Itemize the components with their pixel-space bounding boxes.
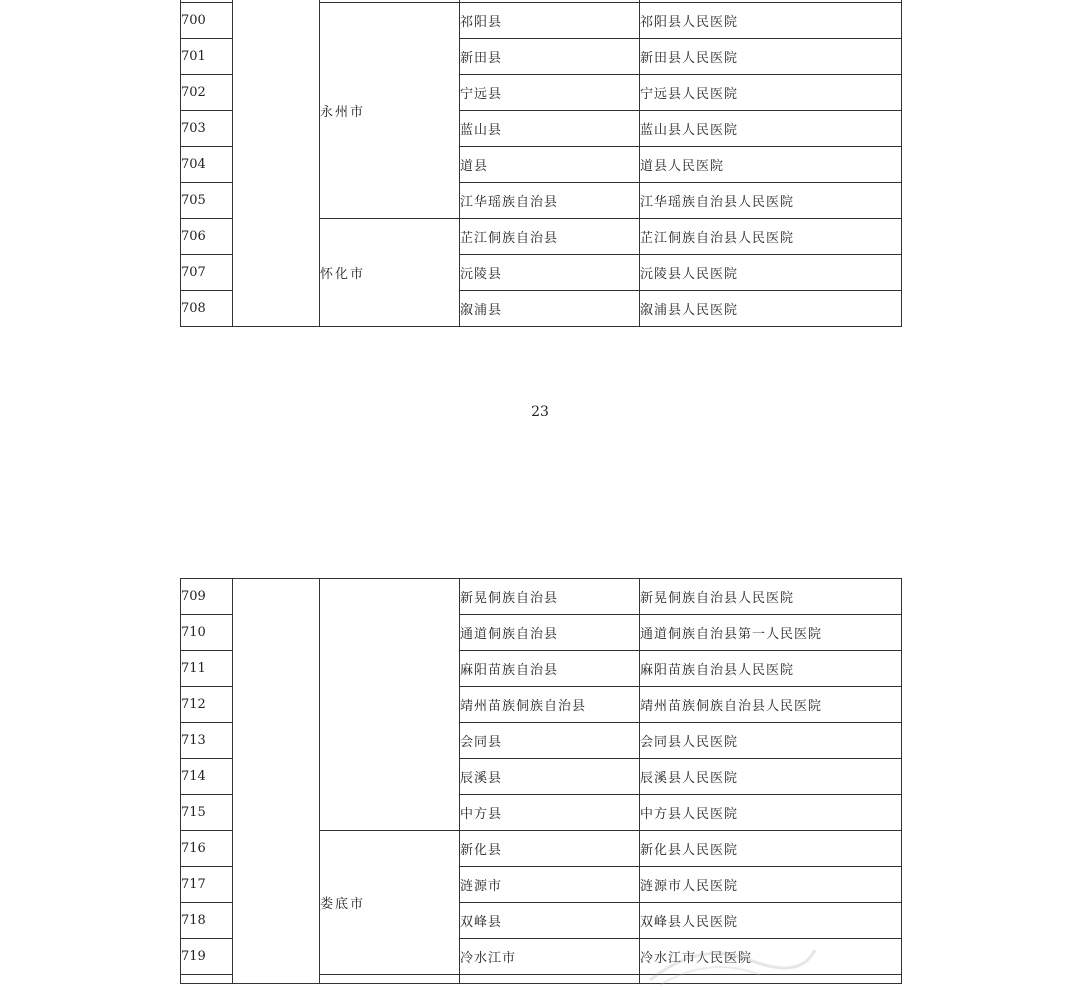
county-cell: 溆浦县 — [460, 291, 640, 327]
hospital-table-page-23 — [180, 0, 902, 327]
row-number: 709 — [181, 579, 233, 615]
row-number: 713 — [181, 723, 233, 759]
row-number: 717 — [181, 867, 233, 903]
county-cell: 芷江侗族自治县 — [460, 219, 640, 255]
hospital-cell: 蓝山县人民医院 — [640, 111, 902, 147]
row-number: 711 — [181, 651, 233, 687]
hospital-cell: 中方县人民医院 — [640, 795, 902, 831]
row-number: 704 — [181, 147, 233, 183]
county-cell: 道县 — [460, 147, 640, 183]
hospital-cell: 祁阳县人民医院 — [640, 3, 902, 39]
county-cell: 新晃侗族自治县 — [460, 579, 640, 615]
hospital-cell: 通道侗族自治县第一人民医院 — [640, 615, 902, 651]
city-cell — [320, 579, 460, 831]
row-number: 705 — [181, 183, 233, 219]
row-number: 706 — [181, 219, 233, 255]
hospital-cell: 新化县人民医院 — [640, 831, 902, 867]
province-cell — [233, 0, 320, 327]
hospital-cell: 双峰县人民医院 — [640, 903, 902, 939]
county-cell: 祁阳县 — [460, 3, 640, 39]
row-number: 700 — [181, 3, 233, 39]
row-number: 707 — [181, 255, 233, 291]
row-number: 712 — [181, 687, 233, 723]
row-number: 716 — [181, 831, 233, 867]
city-cell: 永州市 — [320, 3, 460, 219]
county-cell: 通道侗族自治县 — [460, 615, 640, 651]
hospital-cell: 道县人民医院 — [640, 147, 902, 183]
county-cell: 双峰县 — [460, 903, 640, 939]
row-number: 718 — [181, 903, 233, 939]
row-number: 701 — [181, 39, 233, 75]
hospital-cell: 辰溪县人民医院 — [640, 759, 902, 795]
hospital-cell: 会同县人民医院 — [640, 723, 902, 759]
hospital-cell: 涟源市人民医院 — [640, 867, 902, 903]
row-number: 715 — [181, 795, 233, 831]
hospital-cell: 宁远县人民医院 — [640, 75, 902, 111]
county-cell: 麻阳苗族自治县 — [460, 651, 640, 687]
hospital-cell: 靖州苗族侗族自治县人民医院 — [640, 687, 902, 723]
table-row — [181, 579, 902, 615]
hospital-cell: 新田县人民医院 — [640, 39, 902, 75]
county-cell: 冷水江市 — [460, 939, 640, 975]
hospital-table-page-24 — [180, 578, 902, 984]
city-cell: 怀化市 — [320, 219, 460, 327]
county-cell: 新田县 — [460, 39, 640, 75]
row-number: 703 — [181, 111, 233, 147]
county-cell: 中方县 — [460, 795, 640, 831]
row-number: 714 — [181, 759, 233, 795]
county-cell: 会同县 — [460, 723, 640, 759]
county-cell: 涟源市 — [460, 867, 640, 903]
hospital-cell: 溆浦县人民医院 — [640, 291, 902, 327]
county-cell: 蓝山县 — [460, 111, 640, 147]
county-cell: 新化县 — [460, 831, 640, 867]
city-cell: 娄底市 — [320, 831, 460, 975]
county-cell: 靖州苗族侗族自治县 — [460, 687, 640, 723]
row-number: 719 — [181, 939, 233, 975]
hospital-cell: 江华瑶族自治县人民医院 — [640, 183, 902, 219]
hospital-cell: 新晃侗族自治县人民医院 — [640, 579, 902, 615]
row-number: 710 — [181, 615, 233, 651]
row-number: 708 — [181, 291, 233, 327]
county-cell: 宁远县 — [460, 75, 640, 111]
hospital-cell: 麻阳苗族自治县人民医院 — [640, 651, 902, 687]
county-cell: 辰溪县 — [460, 759, 640, 795]
hospital-cell: 芷江侗族自治县人民医院 — [640, 219, 902, 255]
page-number: 23 — [531, 404, 549, 420]
county-cell: 江华瑶族自治县 — [460, 183, 640, 219]
county-cell: 沅陵县 — [460, 255, 640, 291]
row-number: 702 — [181, 75, 233, 111]
province-cell — [233, 579, 320, 984]
hospital-cell: 沅陵县人民医院 — [640, 255, 902, 291]
hospital-cell: 冷水江市人民医院 — [640, 939, 902, 975]
